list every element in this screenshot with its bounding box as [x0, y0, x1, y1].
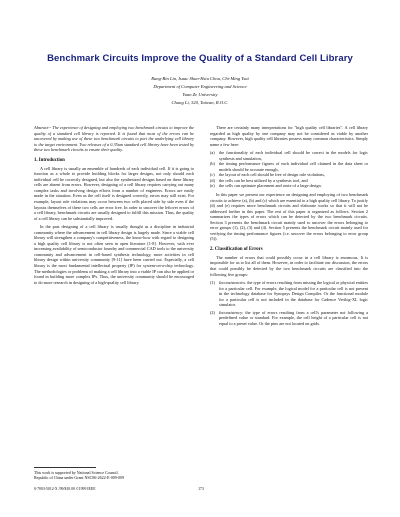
error-description: : the type of errors resulting from a cell's parameter not following a predefined value or standard. For example, the cell height of a particular cell is not equal to a preset value. Or the pins are not located on grids. [219, 309, 368, 326]
page-footer [34, 487, 368, 493]
footnote-rule [34, 467, 96, 468]
error-groups-list [210, 280, 368, 326]
list-marker: (2) [210, 309, 215, 315]
author-department: Department of Computer Engineering and Science [153, 84, 247, 89]
footnote [34, 470, 194, 480]
list-item [210, 280, 368, 308]
list-item [210, 310, 368, 327]
intro-paragraph-1: A cell library is usually an ensemble of hundreds of each individual cell. If it is going to function as a whole to provide building blocks for larger designs, not only should each individual cell be correctly designed, but also the synthesized designs based on these library cells are absent from errors. However, designing of a cell library requires carrying out many complex tasks and involving design efforts from a number of engineers. Errors are easily made in the situation. Even as the cell itself is designed correctly, errors may still exist. For example, layout rule violations may occur between two cells placed side by side even if the layouts themselves of these two cells are error free. In order to uncover the leftover errors of a cell library, benchmark circuits are usually designed to fulfill this mission. Thus, the quality of a cell library can be substantially improved. [34, 165, 194, 221]
list-text: the cells can optimize placement and route of a large design. [219, 183, 322, 189]
list-item [210, 183, 368, 189]
author-names: Rung-Bin Lin, Isaac Shuo-Hsiu Chou, Chi-Ming Tsai [151, 76, 249, 81]
list-marker: (e) [210, 183, 215, 189]
list-marker: (1) [210, 280, 215, 286]
list-text: the functionality of each individual cell should be correct in the models for logic synthesis and simulation, [219, 150, 368, 161]
error-term: Inconsistencies [219, 280, 245, 286]
list-text: the timing performance figures of each individual cell claimed in the data sheet or models should be accurate enough, [219, 161, 368, 172]
copyright-code: 0-7803-5012-X /99/$10.00 ©1999 IEEE [34, 487, 96, 491]
list-marker: (d) [210, 177, 215, 183]
characteristics-list [210, 150, 368, 189]
intro-paragraph-4: In this paper we present our experience on designing and employing of two benchmark circuits to achieve (a), (b) and (c) which are essential to a high quality cell library. To justify (d) and (e) requires more benchmark circuits and elaborate works so that it will not be addressed further in this paper. The rest of this paper is organized as follows. Section 2 summarizes the types of errors which can be detected by the two benchmark circuits. Section 3 presents the benchmark circuit mainly used to uncover the errors belonging to error groups (1), (2), (3) and (4). Section 5 presents the benchmark circuit mainly used for verifying the timing performance figures (i.e. uncover the errors belonging to error group (5)). [210, 192, 368, 242]
intro-paragraph-2: In the past designing of a cell library is usually thought as a discipline in industrial community where the advancement in cell library design is largely made. Since a viable cell library will strengthen a company's competitiveness, the know-how with regard to designing a high quality cell library is not often seen in open literature [1-8]. However, with ever increasing availability of semiconductor foundry and commercial CAD tools to the university community and advancement in cell-based synthesis technology, more activities in cell library design within university community [9-11] have been carried out. Especially, a cell library is the most fundamental intellectual property (IP) for system-on-a-chip technology. The methodologies or problems of making a cell library into a viable IP can also be applied or found in building more complex IPs. Thus, the university community should be encouraged to do more research in designing of a high-quality cell library. [34, 224, 194, 285]
list-text [219, 280, 368, 308]
list-item [210, 161, 368, 172]
list-marker: (a) [210, 150, 215, 156]
footnote-line-1: This work is supported by National Science Council, [34, 470, 119, 475]
author-university: Yuan Ze University [182, 92, 218, 97]
list-item [210, 150, 368, 161]
footnote-line-2: Republic of China under Grant NSC86-2622-E-009-009 [34, 475, 125, 480]
author-block [0, 75, 400, 107]
list-marker: (c) [210, 172, 215, 178]
abstract [34, 125, 194, 153]
section-2-paragraph: The number of errors that could possibly occur in a cell library is enormous. It is impossible for us to list all of them. However, in order to facilitate our discussion, the errors that could possibly be detected by the two benchmark circuits are classified into the following five groups: [210, 254, 368, 277]
abstract-text: -- The experience of designing and employing two benchmark circuits to improve the quality of a standard cell library is reported. It is found that most of the errors can be uncovered by making use of these two benchmark circuits to port the underlying cell library to the target environment. Two releases of a 0.35um standard cell library have been tested by these two benchmark circuits to ensure their quality. [34, 125, 194, 153]
section-2-heading: 2. Classification of Errors [210, 246, 263, 252]
list-marker: (b) [210, 161, 215, 167]
left-column [34, 125, 194, 288]
section-1-heading: 1. Introduction [34, 157, 65, 163]
paper-title: Benchmark Circuits Improve the Quality of a Standard Cell Library [47, 53, 353, 64]
error-description: : the type of errors resulting from missing the logical or physical entities for a particular cell. For example, the logical model for a particular cell is not present in the technology database for Synopsys Design Compiler. Or the functional module for a particular cell is not included in the database for Cadence Verilog-XL logic simulator. [219, 280, 368, 308]
right-column [210, 125, 368, 329]
error-term: Inconsistency [219, 309, 243, 315]
author-location: Chung Li, 320, Taiwan, R.O.C. [171, 100, 229, 105]
list-text [219, 310, 368, 327]
abstract-label: Abstract [34, 125, 49, 130]
list-text: the cells can be best utilized by a synthesis tool, and [219, 177, 308, 183]
intro-paragraph-3: There are certainly many interpretations for "high quality cell libraries". A cell library regarded as high quality by one company may not be considered as viable by another company. However, high quality cell libraries possess many common characteristics. Simply name a few here: [210, 125, 368, 147]
page-number: 173 [198, 487, 204, 491]
list-text: the layout of each cell should be free of design rule violations, [219, 172, 325, 178]
